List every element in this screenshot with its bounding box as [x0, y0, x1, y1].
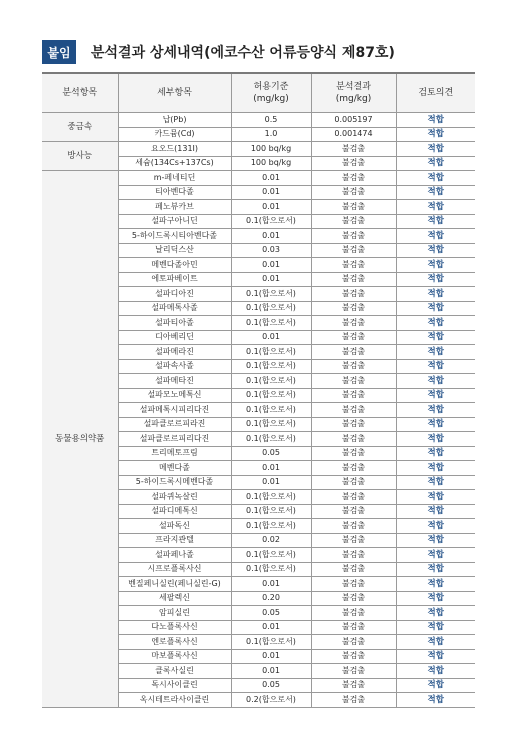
limit-cell: 0.01	[231, 200, 311, 215]
result-cell: 불검출	[311, 301, 396, 316]
opinion-cell: 적합	[396, 113, 475, 128]
result-cell: 불검출	[311, 664, 396, 679]
result-cell: 불검출	[311, 272, 396, 287]
result-cell: 불검출	[311, 548, 396, 563]
opinion-cell: 적합	[396, 635, 475, 650]
column-header-limit: 허용기준 (mg/kg)	[231, 73, 311, 113]
limit-cell: 0.1(합으로서)	[231, 417, 311, 432]
detail-item-cell: 설파구아니딘	[118, 214, 231, 229]
result-cell: 불검출	[311, 388, 396, 403]
opinion-cell: 적합	[396, 475, 475, 490]
table-row	[42, 142, 475, 157]
opinion-cell: 적합	[396, 374, 475, 389]
limit-cell: 1.0	[231, 127, 311, 142]
detail-item-cell: 설파독신	[118, 519, 231, 534]
result-cell: 불검출	[311, 461, 396, 476]
detail-item-cell: 마보플록사신	[118, 649, 231, 664]
result-cell: 불검출	[311, 693, 396, 708]
detail-item-cell: 메벤다졸아민	[118, 258, 231, 273]
limit-cell: 0.1(합으로서)	[231, 635, 311, 650]
attachment-badge: 붙임	[42, 40, 76, 64]
detail-item-cell: 설파티아졸	[118, 316, 231, 331]
opinion-cell: 적합	[396, 272, 475, 287]
detail-item-cell: 설파디아진	[118, 287, 231, 302]
limit-cell: 0.1(합으로서)	[231, 359, 311, 374]
detail-item-cell: 세팔렉신	[118, 591, 231, 606]
limit-cell: 0.5	[231, 113, 311, 128]
limit-cell: 0.01	[231, 185, 311, 200]
limit-cell: 0.2(합으로서)	[231, 693, 311, 708]
opinion-cell: 적합	[396, 142, 475, 157]
limit-cell: 0.1(합으로서)	[231, 214, 311, 229]
limit-cell: 0.1(합으로서)	[231, 548, 311, 563]
detail-item-cell: 설파클로르피라진	[118, 417, 231, 432]
limit-cell: 0.1(합으로서)	[231, 490, 311, 505]
detail-item-cell: 설파페나졸	[118, 548, 231, 563]
analysis-results-table	[42, 72, 475, 708]
detail-item-cell: 벤질페니실린(페니실린-G)	[118, 577, 231, 592]
limit-cell: 0.05	[231, 446, 311, 461]
detail-item-cell: 독시사이클린	[118, 678, 231, 693]
result-cell: 불검출	[311, 446, 396, 461]
limit-cell: 0.1(합으로서)	[231, 345, 311, 360]
result-cell: 불검출	[311, 258, 396, 273]
result-cell: 불검출	[311, 156, 396, 171]
table-header-row	[42, 73, 475, 113]
result-cell: 불검출	[311, 229, 396, 244]
result-cell: 불검출	[311, 330, 396, 345]
opinion-cell: 적합	[396, 620, 475, 635]
opinion-cell: 적합	[396, 214, 475, 229]
detail-item-cell: 설파메타진	[118, 374, 231, 389]
limit-cell: 0.1(합으로서)	[231, 403, 311, 418]
report-header	[42, 39, 395, 65]
table-row	[42, 171, 475, 186]
detail-item-cell: 요오드(131I)	[118, 142, 231, 157]
opinion-cell: 적합	[396, 171, 475, 186]
opinion-cell: 적합	[396, 664, 475, 679]
detail-item-cell: 페노뷰카브	[118, 200, 231, 215]
limit-cell: 0.01	[231, 258, 311, 273]
result-cell: 0.001474	[311, 127, 396, 142]
result-cell: 불검출	[311, 606, 396, 621]
opinion-cell: 적합	[396, 591, 475, 606]
result-cell: 불검출	[311, 374, 396, 389]
column-header-analysis-item: 분석항목	[42, 73, 118, 113]
detail-item-cell: 설파모노메톡신	[118, 388, 231, 403]
limit-cell: 0.01	[231, 330, 311, 345]
result-cell: 불검출	[311, 577, 396, 592]
detail-item-cell: 트리메토프림	[118, 446, 231, 461]
limit-cell: 0.05	[231, 678, 311, 693]
result-cell: 불검출	[311, 287, 396, 302]
limit-cell: 0.01	[231, 171, 311, 186]
detail-item-cell: 다노플록사신	[118, 620, 231, 635]
opinion-cell: 적합	[396, 577, 475, 592]
limit-cell: 0.1(합으로서)	[231, 287, 311, 302]
detail-item-cell: 5-하이드록시메벤다졸	[118, 475, 231, 490]
limit-cell: 0.01	[231, 461, 311, 476]
result-cell: 불검출	[311, 185, 396, 200]
detail-item-cell: 디아베리딘	[118, 330, 231, 345]
opinion-cell: 적합	[396, 287, 475, 302]
limit-cell: 0.1(합으로서)	[231, 374, 311, 389]
detail-item-cell: 설파메라진	[118, 345, 231, 360]
result-cell: 불검출	[311, 519, 396, 534]
detail-item-cell: 카드뮴(Cd)	[118, 127, 231, 142]
opinion-cell: 적합	[396, 649, 475, 664]
detail-item-cell: 납(Pb)	[118, 113, 231, 128]
opinion-cell: 적합	[396, 388, 475, 403]
limit-cell: 100 bq/kg	[231, 142, 311, 157]
limit-cell: 0.01	[231, 475, 311, 490]
opinion-cell: 적합	[396, 359, 475, 374]
limit-cell: 0.1(합으로서)	[231, 562, 311, 577]
limit-cell: 0.01	[231, 664, 311, 679]
column-header-opinion: 검토의견	[396, 73, 475, 113]
opinion-cell: 적합	[396, 446, 475, 461]
opinion-cell: 적합	[396, 519, 475, 534]
result-cell: 불검출	[311, 620, 396, 635]
opinion-cell: 적합	[396, 461, 475, 476]
result-cell: 불검출	[311, 316, 396, 331]
result-cell: 불검출	[311, 678, 396, 693]
opinion-cell: 적합	[396, 533, 475, 548]
detail-item-cell: 설파속사졸	[118, 359, 231, 374]
limit-cell: 100 bq/kg	[231, 156, 311, 171]
opinion-cell: 적합	[396, 243, 475, 258]
table-row	[42, 113, 475, 128]
result-cell: 불검출	[311, 214, 396, 229]
result-cell: 불검출	[311, 475, 396, 490]
detail-item-cell: 설파메톡시피리다진	[118, 403, 231, 418]
opinion-cell: 적합	[396, 504, 475, 519]
limit-cell: 0.1(합으로서)	[231, 504, 311, 519]
detail-item-cell: 티아벤다졸	[118, 185, 231, 200]
table-body	[42, 113, 475, 708]
detail-item-cell: 클록사실린	[118, 664, 231, 679]
detail-item-cell: 설파디메톡신	[118, 504, 231, 519]
result-cell: 불검출	[311, 533, 396, 548]
result-cell: 불검출	[311, 359, 396, 374]
limit-cell: 0.05	[231, 606, 311, 621]
result-cell: 불검출	[311, 345, 396, 360]
detail-item-cell: 5-하이드록시티아벤다졸	[118, 229, 231, 244]
opinion-cell: 적합	[396, 301, 475, 316]
detail-item-cell: 프라지콴텔	[118, 533, 231, 548]
limit-cell: 0.1(합으로서)	[231, 316, 311, 331]
opinion-cell: 적합	[396, 330, 475, 345]
opinion-cell: 적합	[396, 345, 475, 360]
result-cell: 불검출	[311, 171, 396, 186]
report-title: 분석결과 상세내역(에코수산 어류등양식 제87호)	[91, 45, 395, 61]
column-header-detail-item: 세부항목	[118, 73, 231, 113]
result-cell: 불검출	[311, 490, 396, 505]
detail-item-cell: 설파클로르피리다진	[118, 432, 231, 447]
result-cell: 불검출	[311, 432, 396, 447]
limit-cell: 0.01	[231, 620, 311, 635]
result-cell: 불검출	[311, 562, 396, 577]
category-cell: 방사능	[42, 142, 118, 171]
opinion-cell: 적합	[396, 490, 475, 505]
limit-cell: 0.01	[231, 649, 311, 664]
limit-cell: 0.20	[231, 591, 311, 606]
opinion-cell: 적합	[396, 229, 475, 244]
opinion-cell: 적합	[396, 678, 475, 693]
opinion-cell: 적합	[396, 432, 475, 447]
limit-cell: 0.02	[231, 533, 311, 548]
result-cell: 불검출	[311, 243, 396, 258]
result-cell: 불검출	[311, 417, 396, 432]
detail-item-cell: 암피실린	[118, 606, 231, 621]
limit-cell: 0.1(합으로서)	[231, 519, 311, 534]
opinion-cell: 적합	[396, 200, 475, 215]
result-cell: 불검출	[311, 649, 396, 664]
category-cell: 동물용의약품	[42, 171, 118, 708]
result-cell: 불검출	[311, 591, 396, 606]
result-cell: 불검출	[311, 403, 396, 418]
detail-item-cell: 옥시테트라사이클린	[118, 693, 231, 708]
opinion-cell: 적합	[396, 417, 475, 432]
result-cell: 불검출	[311, 504, 396, 519]
opinion-cell: 적합	[396, 693, 475, 708]
result-cell: 0.005197	[311, 113, 396, 128]
detail-item-cell: 설파메톡사졸	[118, 301, 231, 316]
limit-cell: 0.1(합으로서)	[231, 388, 311, 403]
detail-item-cell: m-페네티딘	[118, 171, 231, 186]
detail-item-cell: 메벤다졸	[118, 461, 231, 476]
detail-item-cell: 엔로플록사신	[118, 635, 231, 650]
limit-cell: 0.1(합으로서)	[231, 432, 311, 447]
column-header-result: 분석결과 (mg/kg)	[311, 73, 396, 113]
detail-item-cell: 에토파베이트	[118, 272, 231, 287]
detail-item-cell: 날리딕스산	[118, 243, 231, 258]
opinion-cell: 적합	[396, 258, 475, 273]
limit-cell: 0.01	[231, 229, 311, 244]
limit-cell: 0.1(합으로서)	[231, 301, 311, 316]
opinion-cell: 적합	[396, 156, 475, 171]
category-cell: 중금속	[42, 113, 118, 142]
detail-item-cell: 설파퀴녹살린	[118, 490, 231, 505]
result-cell: 불검출	[311, 142, 396, 157]
opinion-cell: 적합	[396, 403, 475, 418]
result-cell: 불검출	[311, 200, 396, 215]
opinion-cell: 적합	[396, 548, 475, 563]
opinion-cell: 적합	[396, 185, 475, 200]
limit-cell: 0.01	[231, 272, 311, 287]
result-cell: 불검출	[311, 635, 396, 650]
opinion-cell: 적합	[396, 316, 475, 331]
detail-item-cell: 시프로플록사신	[118, 562, 231, 577]
opinion-cell: 적합	[396, 606, 475, 621]
opinion-cell: 적합	[396, 127, 475, 142]
limit-cell: 0.03	[231, 243, 311, 258]
limit-cell: 0.01	[231, 577, 311, 592]
detail-item-cell: 세슘(134Cs+137Cs)	[118, 156, 231, 171]
opinion-cell: 적합	[396, 562, 475, 577]
